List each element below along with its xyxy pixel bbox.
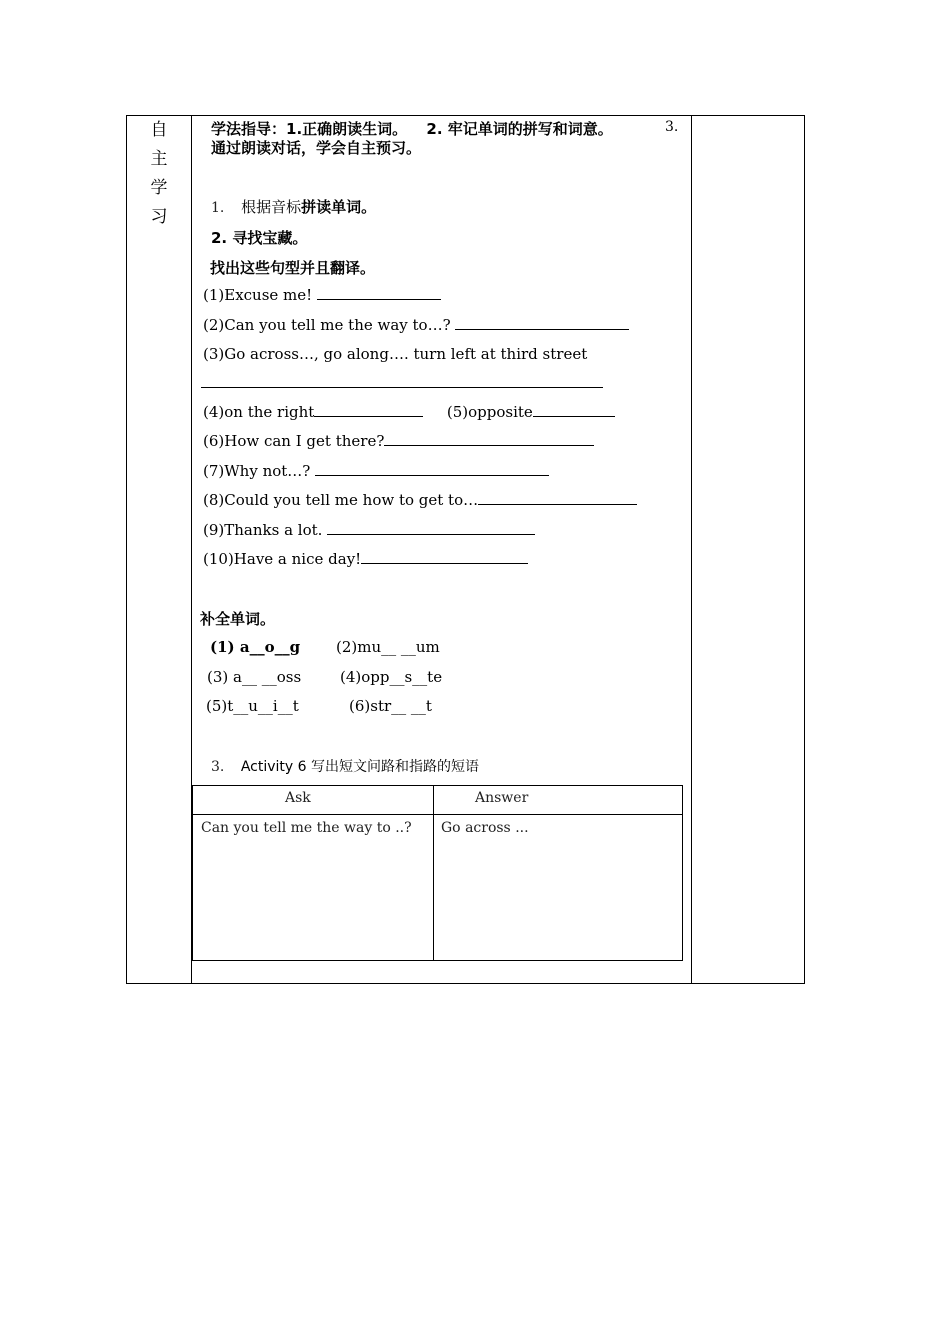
phrase-item	[203, 521, 535, 539]
phrase-text: (10)Have a nice day!	[203, 550, 362, 568]
study-guide-item3-num: 3.	[665, 119, 679, 135]
answer-blank[interactable]	[384, 432, 594, 446]
section-label-char: 习	[150, 207, 168, 227]
phrase-text: (6)How can I get there?	[203, 432, 385, 450]
phrase-item	[203, 491, 637, 509]
section-label-char: 主	[150, 149, 168, 169]
phrase-text: (9)Thanks a lot.	[203, 521, 323, 539]
fill-item-text: (4)opp__s__te	[340, 668, 443, 686]
task-1	[211, 196, 376, 217]
phrase-text: (7)Why not…?	[203, 462, 311, 480]
phrase-item	[203, 550, 528, 568]
fill-item-text: (3) a__ __oss	[207, 668, 302, 686]
fill-item	[207, 668, 301, 686]
table-header-divider	[193, 814, 682, 815]
table-cell-answer: Go across ...	[441, 820, 529, 836]
phrase-text: (5)opposite	[446, 403, 533, 421]
fill-item	[336, 638, 440, 656]
answer-blank[interactable]	[315, 462, 549, 476]
phrase-item	[203, 286, 441, 304]
table-column-divider	[433, 786, 434, 960]
study-guide-item2: 2. 牢记单词的拼写和词意。	[426, 120, 613, 138]
fill-item-text: (5)t__u__i__t	[206, 697, 299, 715]
activity-table	[192, 785, 683, 961]
fill-item	[206, 697, 299, 715]
fill-item	[210, 638, 300, 656]
column-divider	[691, 116, 692, 983]
table-header-ask: Ask	[285, 790, 311, 806]
fill-item	[340, 668, 442, 686]
task-1-bold: 拼读单词。	[301, 198, 377, 216]
answer-blank[interactable]	[361, 550, 528, 564]
fill-item	[349, 697, 432, 715]
task-2: 2. 寻找宝藏。	[211, 229, 308, 247]
study-table	[126, 115, 805, 984]
study-guide-item3: 通过朗读对话，学会自主预习。	[211, 139, 422, 157]
activity-num: 3.	[211, 759, 225, 775]
fill-item-text: (6)str__ __t	[349, 697, 432, 715]
phrase-text: (8)Could you tell me how to get to…	[203, 491, 479, 509]
answer-blank[interactable]	[201, 374, 603, 388]
study-guide-label: 学法指导：	[211, 120, 287, 138]
answer-blank[interactable]	[317, 286, 441, 300]
phrase-item	[203, 345, 587, 363]
study-guide-line1	[211, 118, 613, 139]
fill-item-text: (1) a__o__g	[210, 638, 301, 656]
study-guide-item1: 1.正确朗读生词。	[286, 120, 408, 138]
phrase-item	[203, 403, 615, 421]
activity-heading	[211, 756, 479, 776]
table-cell-ask: Can you tell me the way to ..?	[201, 820, 412, 836]
task-2-subtitle: 找出这些句型并且翻译。	[210, 259, 376, 277]
activity-title: Activity 6 写出短文问路和指路的短语	[240, 759, 479, 775]
answer-blank[interactable]	[327, 521, 535, 535]
phrase-text: (2)Can you tell me the way to…?	[203, 316, 451, 334]
answer-blank[interactable]	[478, 491, 637, 505]
section-label-char: 学	[150, 178, 168, 198]
phrase-text: (3)Go across…, go along…. turn left at third street	[203, 345, 588, 363]
answer-blank[interactable]	[314, 403, 423, 417]
fill-item-text: (2)mu__ __um	[336, 638, 440, 656]
answer-blank[interactable]	[455, 316, 629, 330]
fill-words-title: 补全单词。	[200, 610, 276, 628]
phrase-text: (1)Excuse me!	[203, 286, 313, 304]
task-1-plain: 根据音标	[241, 198, 302, 216]
phrase-text: (4)on the right	[203, 403, 315, 421]
section-label	[127, 116, 191, 232]
phrase-item	[203, 432, 594, 450]
phrase-item	[201, 374, 603, 392]
section-label-char: 自	[150, 120, 168, 140]
phrase-item	[203, 462, 549, 480]
table-header-answer: Answer	[475, 790, 529, 806]
answer-blank[interactable]	[533, 403, 615, 417]
task-1-num: 1.	[211, 200, 225, 216]
phrase-item	[203, 316, 629, 334]
